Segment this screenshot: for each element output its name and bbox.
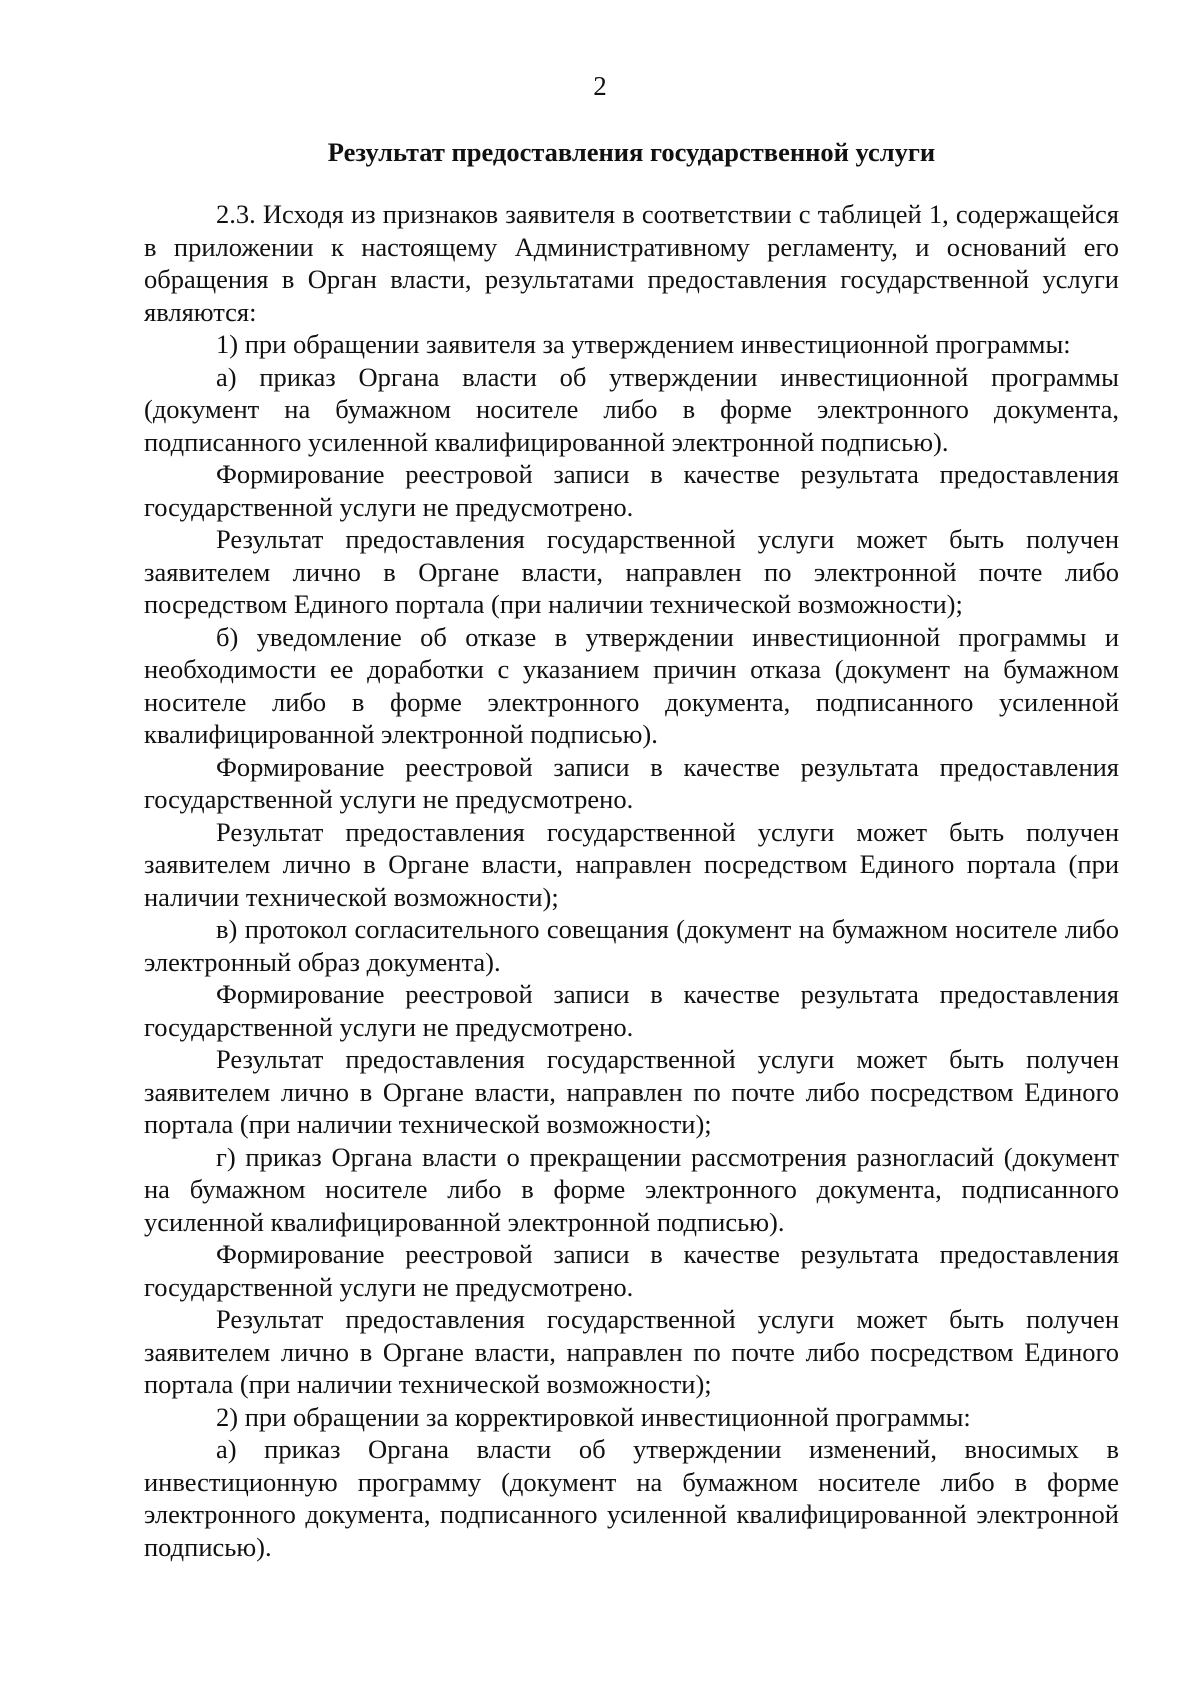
paragraph-item-1a: а) приказ Органа власти об утверждении инвестиционной программы (документ на бумажном носителе либо в форме электронного документа, подписанного усиленной квалифицированной электронной подписью). [144,361,1119,457]
paragraph-item-1v: в) протокол согласительного совещания (документ на бумажном носителе либо электронный образ документа). [144,914,1119,977]
paragraph-item-2a: а) приказ Органа власти об утверждении изменений, вносимых в инвестиционную программу (документ на бумажном носителе либо в форме электронного документа, подписанного усиленной квалифицированной электронной подписью). [144,1434,1119,1562]
paragraph-result-delivery: Результат предоставления государственной услуги может быть получен заявителем лично в Органе власти, направлен по электронной почте либо посредством Единого портала (при наличии технической возможности); [144,524,1119,619]
paragraph-result-delivery: Результат предоставления государственной услуги может быть получен заявителем лично в Органе власти, направлен по почте либо посредством Единого портала (при наличии технической возможности); [144,1304,1119,1399]
section-heading: Результат предоставления государственной услуги [327,137,936,167]
paragraph-item-2: 2) при обращении за корректировкой инвестиционной программы: [216,1401,971,1432]
paragraph-registry-note: Формирование реестровой записи в качестве результата предоставления государственной услуги не предусмотрено. [144,751,1119,814]
paragraph-registry-note: Формирование реестровой записи в качестве результата предоставления государственной услуги не предусмотрено. [144,979,1119,1042]
paragraph-result-delivery: Результат предоставления государственной услуги может быть получен заявителем лично в Органе власти, направлен посредством Единого портала (при наличии технической возможности); [144,816,1119,912]
paragraph-item-1b: б) уведомление об отказе в утверждении инвестиционной программы и необходимости ее доработки с указанием причин отказа (документ на бумажном носителе либо в форме электронного документа, подписанного усиленной квалифицированной электронной подписью). [144,621,1119,749]
document-body [144,198,1119,1563]
paragraph-registry-note: Формирование реестровой записи в качестве результата предоставления государственной услуги не предусмотрено. [144,1239,1119,1302]
document-content [144,136,1119,1563]
paragraph-item-1: 1) при обращении заявителя за утверждением инвестиционной программы: [216,329,1071,359]
page-number: 2 [593,71,607,101]
paragraph-result-delivery: Результат предоставления государственной услуги может быть получен заявителем лично в Органе власти, направлен по почте либо посредством Единого портала (при наличии технической возможности); [144,1044,1119,1139]
paragraph-registry-note: Формирование реестровой записи в качестве результата предоставления государственной услуги не предусмотрено. [144,459,1119,522]
paragraph-2-3-intro: 2.3. Исходя из признаков заявителя в соответствии с таблицей 1, содержащейся в приложении к настоящему Административному регламенту, и оснований его обращения в Орган власти, результатами предоставления государственной услуги являются: [144,199,1119,327]
paragraph-item-1g: г) приказ Органа власти о прекращении рассмотрения разногласий (документ на бумажном носителе либо в форме электронного документа, подписанного усиленной квалифицированной электронной подписью). [144,1141,1119,1237]
